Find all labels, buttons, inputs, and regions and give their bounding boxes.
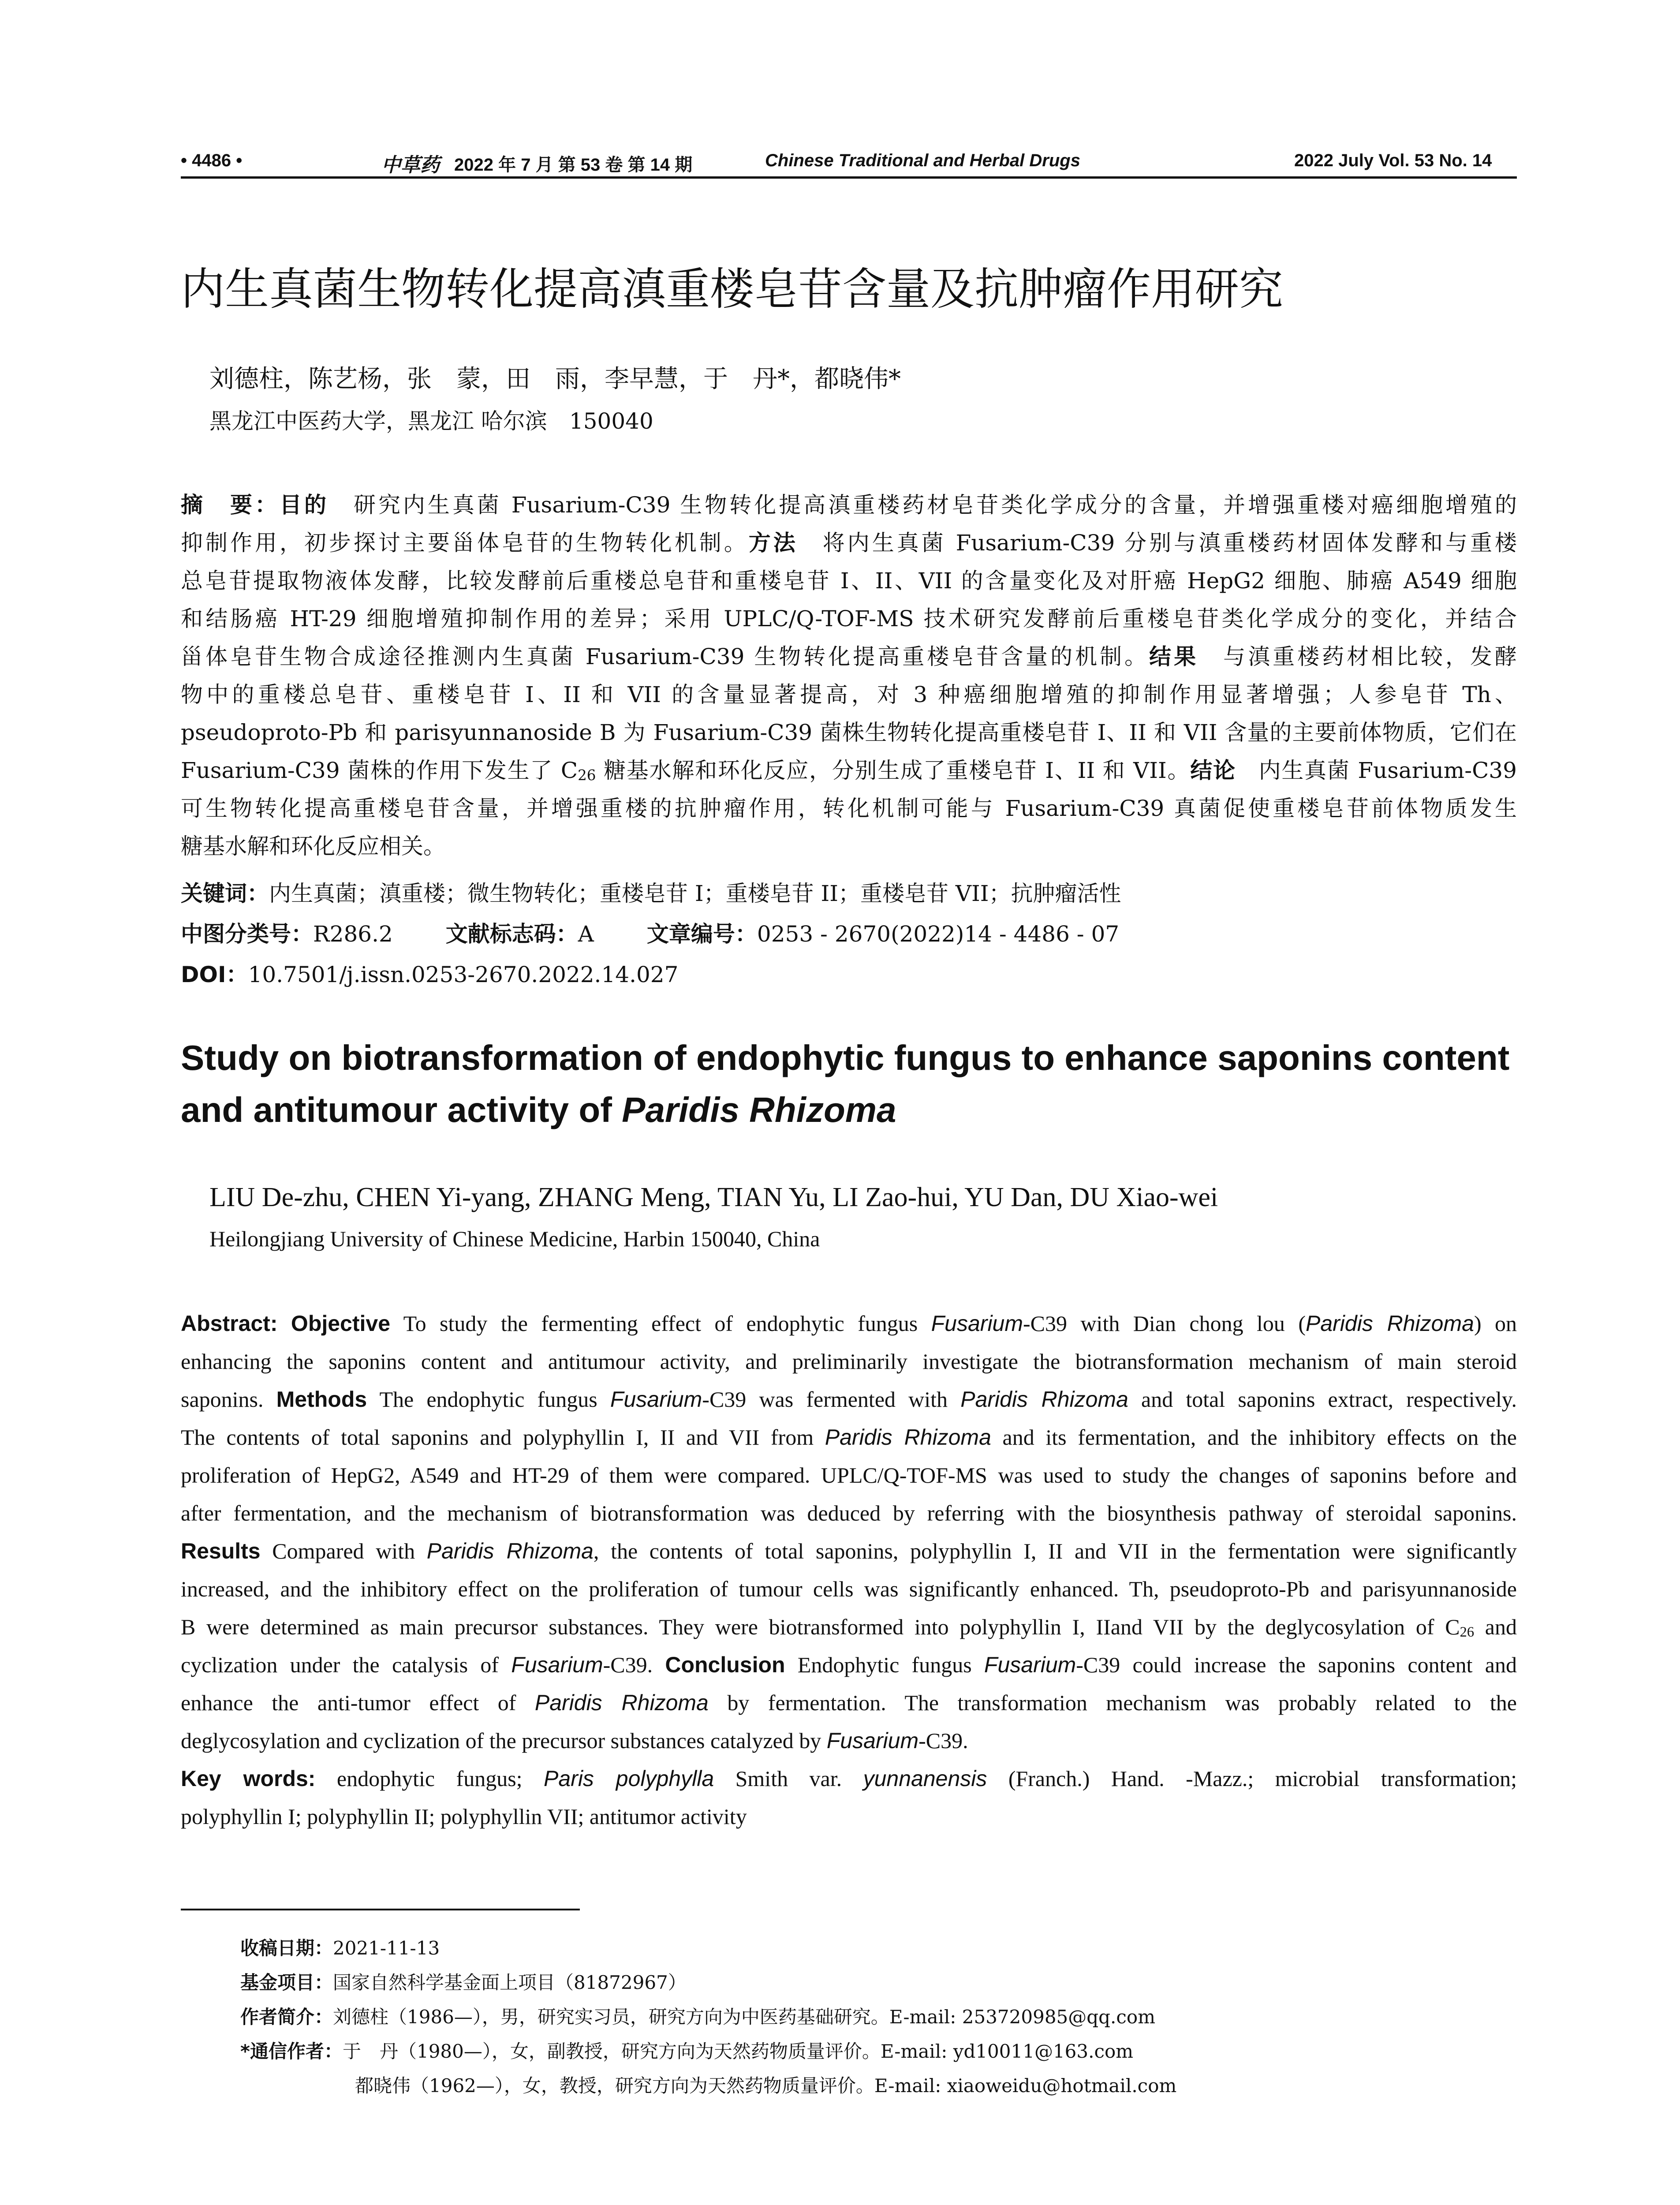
abstract-en-line: B were determined as main precursor substances. They were biotransformed into polyphyllin I, IIand VII by the deglycosylation of $C_{26}$ and — [181, 1615, 1517, 1640]
abstract-en-line: Results Compared with Paridis Rhizoma, the contents of total saponins, polyphyllin I, II and VII in the fermentation were significantly — [181, 1539, 1517, 1563]
journal-name-en: Chinese Traditional and Herbal Drugs — [765, 151, 1080, 170]
footnote-author: 作者简介：刘德柱（1986—），男，研究实习员，研究方向为中医药基础研究。E-mail: 253720985@qq.com — [240, 2006, 1156, 2028]
abstract-cn-line: Fusarium-C39 菌株的作用下发生了 $C_{26}$ 糖基水解和环化反应，分别生成了重楼皂苷 I、II 和 VII。结论 内生真菌 Fusarium-C39 — [181, 758, 1517, 784]
abstract-en-line: enhancing the saponins content and antitumour activity, and preliminarily investigate the biotransformation mechanism of main steroid — [181, 1349, 1517, 1374]
keywords-label: 关键词： — [181, 881, 269, 906]
methods-label: 方法 — [748, 530, 798, 556]
abstract-label: 摘 要： — [181, 492, 280, 518]
abstract-cn-line: 甾体皂苷生物合成途径推测内生真菌 Fusarium-C39 生物转化提高重楼皂苷含量的机制。结果 与滇重楼药材相比较，发酵 — [181, 644, 1517, 669]
footnote-fund: 基金项目：国家自然科学基金面上项目（81872967） — [240, 1972, 687, 1993]
footnote-corresponding: *通信作者：于 丹（1980—），女，副教授，研究方向为天然药物质量评价。E-mail: yd10011@163.com — [240, 2041, 1134, 2062]
affiliation-en: Heilongjiang University of Chinese Medicine, Harbin 150040, China — [209, 1226, 820, 1251]
affiliation-cn: 黑龙江中医药大学，黑龙江 哈尔滨 150040 — [209, 408, 653, 434]
abstract-en-line: increased, and the inhibitory effect on the proliferation of tumour cells was significantly enhanced. Th, pseudoproto-Pb and parisyunnanoside — [181, 1577, 1517, 1601]
abstract-cn-line: 摘 要：目的 研究内生真菌 Fusarium-C39 生物转化提高滇重楼药材皂苷类化学成分的含量，并增强重楼对癌细胞增殖的 — [181, 492, 1517, 518]
footnote-received: 收稿日期：2021-11-13 — [240, 1937, 440, 1959]
abstract-cn-line: 和结肠癌 HT-29 细胞增殖抑制作用的差异；采用 UPLC/Q-TOF-MS 技术研究发酵前后重楼皂苷类化学成分的变化，并结合 — [181, 606, 1517, 632]
journal-name-cn: 中草药 — [381, 154, 440, 176]
doi-link[interactable]: 10.7501/j.issn.0253-2670.2022.14.027 — [248, 962, 679, 987]
abstract-en-line: deglycosylation and cyclization of the precursor substances catalyzed by Fusarium-C39. — [181, 1728, 968, 1753]
abstract-cn-line: 物中的重楼总皂苷、重楼皂苷 I、II 和 VII 的含量显著提高，对 3 种癌细胞增殖的抑制作用显著增强；人参皂苷 Th、 — [181, 682, 1517, 707]
title-en: Study on biotransformation of endophytic fungus to enhance saponins content and antitumour activity of Paridis Rhizoma — [181, 1038, 1510, 1129]
keywords-cn: 关键词：内生真菌；滇重楼；微生物转化；重楼皂苷 I；重楼皂苷 II；重楼皂苷 VII；抗肿瘤活性 — [181, 881, 1121, 906]
keywords-en: Key words: endophytic fungus; Paris polyphylla Smith var. yunnanensis (Franch.) Hand. -Mazz.; microbial transformation; — [181, 1766, 1517, 1791]
authors-cn: 刘德柱，陈艺杨，张 蒙，田 雨，李早慧，于 丹*，都晓伟* — [209, 365, 901, 393]
abstract-cn-line: pseudoproto-Pb 和 parisyunnanoside B 为 Fusarium-C39 菌株生物转化提高重楼皂苷 I、II 和 VII 含量的主要前体物质，它们在 — [181, 720, 1517, 745]
abstract-en-line: saponins. Methods The endophytic fungus Fusarium-C39 was fermented with Paridis Rhizoma and total saponins extract, respectively. — [181, 1387, 1517, 1412]
conclusion-label: 结论 — [1190, 758, 1236, 783]
abstract-en-line: Abstract: Objective To study the fermenting effect of endophytic fungus Fusarium-C39 with Dian chong lou (Paridis Rhizoma) on — [181, 1311, 1517, 1336]
footnote-corresponding-2: 都晓伟（1962—），女，教授，研究方向为天然药物质量评价。E-mail: xiaoweidu@hotmail.com — [355, 2075, 1177, 2097]
abstract-cn-line: 可生物转化提高重楼皂苷含量，并增强重楼的抗肿瘤作用，转化机制可能与 Fusarium-C39 真菌促使重楼皂苷前体物质发生 — [181, 796, 1517, 821]
abstract-cn-line: 总皂苷提取物液体发酵，比较发酵前后重楼总皂苷和重楼皂苷 I、II、VII 的含量变化及对肝癌 HepG2 细胞、肺癌 A549 细胞 — [181, 568, 1517, 594]
abstract-cn-line: 抑制作用，初步探讨主要甾体皂苷的生物转化机制。方法 将内生真菌 Fusarium-C39 分别与滇重楼药材固体发酵和与重楼 — [181, 530, 1517, 556]
page-number: • 4486 • — [181, 151, 243, 170]
running-header — [181, 141, 1517, 179]
abstract-en-line: The contents of total saponins and polyphyllin I, II and VII from Paridis Rhizoma and its fermentation, and the inhibitory effects on the — [181, 1425, 1517, 1450]
doi-label: DOI： — [181, 962, 248, 987]
abstract-en-line: enhance the anti-tumor effect of Paridis Rhizoma by fermentation. The transformation mechanism was probably related to the — [181, 1690, 1517, 1715]
keywords-en-line: polyphyllin I; polyphyllin II; polyphyllin VII; antitumor activity — [181, 1804, 747, 1829]
abstract-cn-line: 糖基水解和环化反应相关。 — [181, 833, 445, 859]
issue-en: 2022 July Vol. 53 No. 14 — [1294, 151, 1492, 170]
abstract-en-line: cyclization under the catalysis of Fusarium-C39. Conclusion Endophytic fungus Fusarium-C39 could increase the saponins content and — [181, 1652, 1517, 1677]
footnote-divider — [181, 1909, 580, 1910]
results-label: 结果 — [1149, 644, 1199, 669]
title-cn: 内生真菌生物转化提高滇重楼皂苷含量及抗肿瘤作用研究 — [181, 263, 1283, 315]
authors-en: LIU De-zhu, CHEN Yi-yang, ZHANG Meng, TIAN Yu, LI Zao-hui, YU Dan, DU Xiao-wei — [209, 1182, 1218, 1212]
classification-cn: 中图分类号：R286.2 文献标志码：A 文章编号：0253 - 2670(2022)14 - 4486 - 07 — [181, 921, 1120, 947]
doi — [181, 957, 678, 989]
objective-label: 目的 — [279, 492, 329, 518]
abstract-en-line: proliferation of HepG2, A549 and HT-29 of them were compared. UPLC/Q-TOF-MS was used to study the changes of saponins before and — [181, 1463, 1517, 1487]
issue-cn: 2022 年 7 月 第 53 卷 第 14 期 — [454, 155, 693, 175]
keywords-en-label: Key words: — [181, 1766, 316, 1791]
abstract-en-line: after fermentation, and the mechanism of biotransformation was deduced by referring with the biosynthesis pathway of steroidal saponins. — [181, 1501, 1517, 1525]
